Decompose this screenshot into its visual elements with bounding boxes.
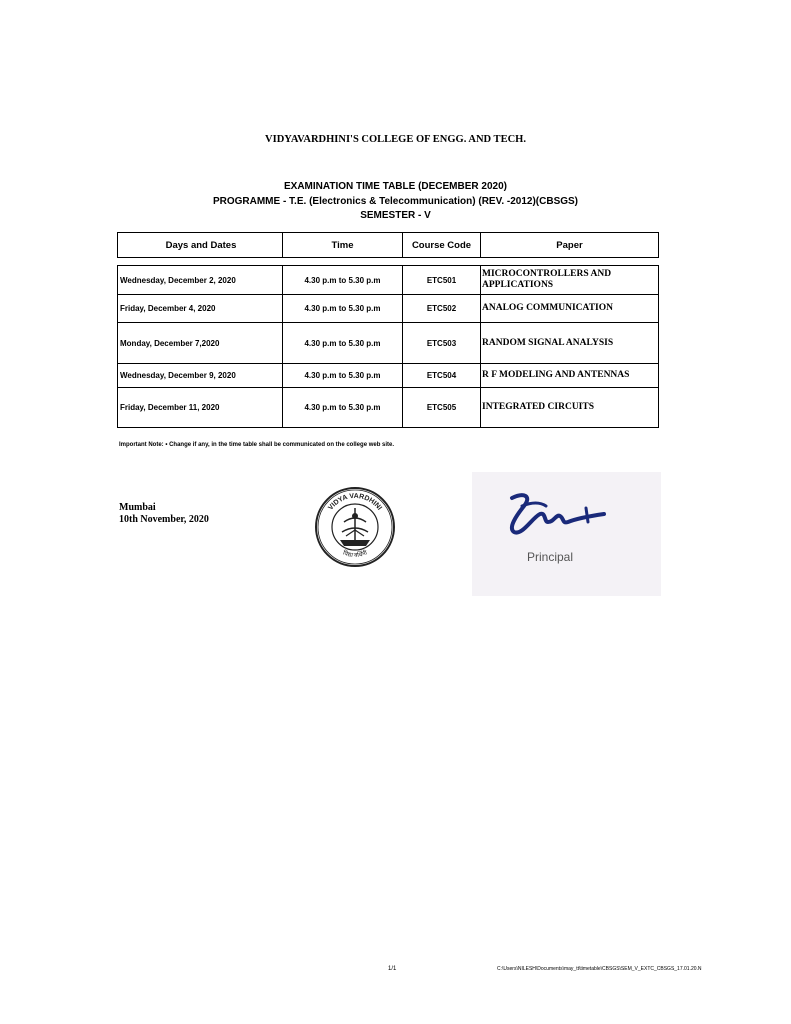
day-cell: Friday, December 11, 2020 bbox=[118, 388, 283, 428]
code-cell: ETC501 bbox=[403, 266, 481, 295]
time-cell: 4.30 p.m to 5.30 p.m bbox=[283, 323, 403, 364]
college-seal bbox=[314, 486, 396, 568]
column-header-time: Time bbox=[283, 233, 403, 258]
paper-cell: ANALOG COMMUNICATION bbox=[481, 295, 659, 323]
paper-cell: R F MODELING AND ANTENNAS bbox=[481, 364, 659, 388]
code-cell: ETC502 bbox=[403, 295, 481, 323]
paper-cell: RANDOM SIGNAL ANALYSIS bbox=[481, 323, 659, 364]
table-row bbox=[118, 388, 659, 428]
code-cell: ETC505 bbox=[403, 388, 481, 428]
column-header-code: Course Code bbox=[403, 233, 481, 258]
city: Mumbai bbox=[119, 502, 156, 513]
column-header-paper: Paper bbox=[481, 233, 659, 258]
paper-cell: MICROCONTROLLERS AND APPLICATIONS bbox=[481, 266, 659, 295]
table-row bbox=[118, 295, 659, 323]
timetable-body bbox=[117, 265, 659, 428]
important-note: Important Note: • Change if any, in the time table shall be communicated on the college web site. bbox=[119, 442, 395, 448]
time-cell: 4.30 p.m to 5.30 p.m bbox=[283, 295, 403, 323]
paper-cell: INTEGRATED CIRCUITS bbox=[481, 388, 659, 428]
code-cell: ETC504 bbox=[403, 364, 481, 388]
principal-caption: Principal bbox=[527, 550, 574, 564]
seal-top-text: VIDYA VARDHINI bbox=[327, 492, 383, 512]
time-cell: 4.30 p.m to 5.30 p.m bbox=[283, 266, 403, 295]
programme-line: PROGRAMME - T.E. (Electronics & Telecommunication) (REV. -2012)(CBSGS) bbox=[212, 196, 579, 207]
table-row bbox=[118, 266, 659, 295]
semester-line: SEMESTER - V bbox=[360, 210, 431, 221]
exam-title: EXAMINATION TIME TABLE (DECEMBER 2020) bbox=[284, 181, 507, 192]
time-cell: 4.30 p.m to 5.30 p.m bbox=[283, 364, 403, 388]
page-number: 1/1 bbox=[388, 966, 397, 972]
column-header-days: Days and Dates bbox=[118, 233, 283, 258]
seal-bottom-text: विद्या वर्धिनी bbox=[341, 549, 369, 560]
college-name: VIDYAVARDHINI'S COLLEGE OF ENGG. AND TECH. bbox=[265, 134, 526, 145]
table-row bbox=[118, 323, 659, 364]
time-cell: 4.30 p.m to 5.30 p.m bbox=[283, 388, 403, 428]
code-cell: ETC503 bbox=[403, 323, 481, 364]
place-and-date bbox=[119, 502, 209, 526]
file-path: C:\Users\NILESH\Documents\may_tt\timetable\CBSGS\SEM_V_EXTC_CBSGS_17.01.20.N bbox=[497, 966, 702, 972]
timetable-header bbox=[117, 232, 659, 258]
signature-block bbox=[472, 472, 661, 596]
day-cell: Friday, December 4, 2020 bbox=[118, 295, 283, 323]
principal-signature bbox=[502, 488, 612, 546]
day-cell: Monday, December 7,2020 bbox=[118, 323, 283, 364]
day-cell: Wednesday, December 9, 2020 bbox=[118, 364, 283, 388]
table-row bbox=[118, 364, 659, 388]
issue-date: 10th November, 2020 bbox=[119, 514, 209, 525]
day-cell: Wednesday, December 2, 2020 bbox=[118, 266, 283, 295]
